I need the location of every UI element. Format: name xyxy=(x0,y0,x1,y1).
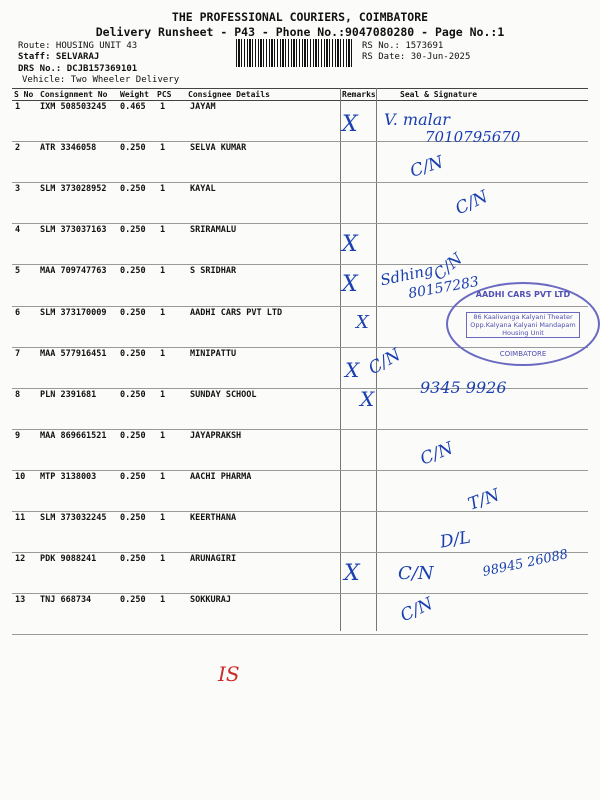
row-weight: 0.250 xyxy=(120,225,146,236)
row-sno: 9 xyxy=(15,430,21,441)
row-pcs: 1 xyxy=(160,595,166,606)
row-pcs: 1 xyxy=(160,102,166,112)
row-consignee: AADHI CARS PVT LTD xyxy=(190,307,283,318)
row-divider xyxy=(12,634,588,635)
row-sno: 6 xyxy=(15,307,21,318)
col-header-sno: S No xyxy=(14,90,34,99)
col-header-weight: Weight xyxy=(120,90,149,99)
col-header-pcs: PCS xyxy=(157,90,172,99)
row-divider xyxy=(12,264,588,265)
row-weight: 0.465 xyxy=(120,102,146,112)
row-pcs: 1 xyxy=(160,307,166,318)
signature-5-phone: 80157283 xyxy=(407,273,481,303)
col-header-remarks: Remarks xyxy=(342,90,376,99)
row-consignment-no: TNJ 668734 xyxy=(40,595,92,606)
row-divider xyxy=(12,552,588,553)
row-sno: 12 xyxy=(15,554,26,565)
row-consignee: JAYAPRAKSH xyxy=(190,430,242,441)
remark-x-8: X xyxy=(360,387,375,411)
row-pcs: 1 xyxy=(160,266,166,277)
signature-5-sign: Sdhing xyxy=(378,260,435,290)
row-weight: 0.250 xyxy=(120,595,146,606)
row-pcs: 1 xyxy=(160,471,166,482)
remark-x-1: X xyxy=(342,112,358,137)
row-pcs: 1 xyxy=(160,513,166,523)
col-header-seal-signature: Seal & Signature xyxy=(400,90,478,99)
row-divider xyxy=(12,511,588,512)
remark-x-5: X xyxy=(342,272,358,297)
row-pcs: 1 xyxy=(160,348,166,359)
row-weight: 0.250 xyxy=(120,513,146,523)
row-sno: 2 xyxy=(15,143,21,154)
row-sno: 4 xyxy=(15,225,21,236)
row-sno: 7 xyxy=(15,348,21,359)
row-consignment-no: SLM 373170009 xyxy=(40,307,107,318)
row-consignment-no: SLM 373037163 xyxy=(40,225,107,236)
row-sno: 11 xyxy=(15,513,26,523)
stamp-address-line-1: 86 Kaalivanga Kalyani Theater xyxy=(473,313,573,321)
row-sno: 5 xyxy=(15,266,21,277)
row-pcs: 1 xyxy=(160,554,166,565)
row-consignment-no: IXM 508503245 xyxy=(40,102,107,112)
stamp-city: COIMBATORE xyxy=(499,350,547,358)
rs-date-label: RS Date: 30-Jun-2025 xyxy=(362,52,471,62)
remark-x-7: X xyxy=(345,358,360,382)
remark-x-4: X xyxy=(342,232,358,257)
signature-3-cn: C/N xyxy=(452,186,492,220)
row-weight: 0.250 xyxy=(120,348,146,359)
row-divider xyxy=(12,470,588,471)
row-pcs: 1 xyxy=(160,430,166,441)
row-sno: 3 xyxy=(15,184,21,195)
row-consignee: MINIPATTU xyxy=(190,348,237,359)
drs-label: DRS No.: DCJB157369101 xyxy=(18,64,138,74)
remarks-divider xyxy=(340,88,341,631)
signature-2-cn: C/N xyxy=(407,152,446,182)
signature-11-dl: D/L xyxy=(438,527,473,553)
stamp-address-line-3: Housing Unit xyxy=(502,329,544,337)
signature-9-cn: C/N xyxy=(417,438,457,470)
stamp-address-box xyxy=(466,312,580,338)
vehicle-label: Vehicle: Two Wheeler Delivery xyxy=(22,75,180,85)
signature-8-phone: 9345 9926 xyxy=(420,378,507,397)
table-header-border xyxy=(12,100,588,101)
signature-13-cn: C/N xyxy=(397,593,437,627)
signature-5-cn: C/N xyxy=(429,249,467,284)
signature-12-phone: 98945 26088 xyxy=(481,547,570,580)
row-consignee: ARUNAGIRI xyxy=(190,554,237,565)
row-consignment-no: MAA 577916451 xyxy=(40,348,107,359)
row-consignment-no: ATR 3346058 xyxy=(40,143,97,154)
signature-1-name: V. malar xyxy=(384,110,450,129)
row-pcs: 1 xyxy=(160,143,166,154)
col-header-consignment: Consignment No xyxy=(40,90,108,99)
row-weight: 0.250 xyxy=(120,184,146,195)
row-weight: 0.250 xyxy=(120,430,146,441)
row-weight: 0.250 xyxy=(120,389,146,400)
stamp-address-line-2: Opp.Kalyana Kalyani Mandapam xyxy=(470,321,576,329)
staff-label: Staff: SELVARAJ xyxy=(18,52,100,62)
stamp-company-name: AADHI CARS PVT LTD xyxy=(475,290,571,299)
company-stamp xyxy=(446,282,600,366)
barcode xyxy=(236,39,354,67)
row-sno: 10 xyxy=(15,471,26,482)
row-weight: 0.250 xyxy=(120,554,146,565)
signature-12-cn: C/N xyxy=(398,563,434,584)
row-weight: 0.250 xyxy=(120,307,146,318)
row-divider xyxy=(12,593,588,594)
report-subtitle: Delivery Runsheet - P43 - Phone No.:9047080280 - Page No.:1 xyxy=(95,25,505,39)
row-weight: 0.250 xyxy=(120,471,146,482)
row-divider xyxy=(12,429,588,430)
row-sno: 1 xyxy=(15,102,21,112)
row-consignment-no: SLM 373028952 xyxy=(40,184,107,195)
row-consignee: S SRIDHAR xyxy=(190,266,237,277)
row-consignee: SUNDAY SCHOOL xyxy=(190,389,257,400)
row-consignee: AACHI PHARMA xyxy=(190,471,252,482)
row-divider xyxy=(12,182,588,183)
row-pcs: 1 xyxy=(160,225,166,236)
signature-1-phone: 7010795670 xyxy=(425,128,521,146)
row-consignee: KAYAL xyxy=(190,184,216,195)
col-header-consignee: Consignee Details xyxy=(188,90,270,99)
row-weight: 0.250 xyxy=(120,143,146,154)
row-consignment-no: PLN 2391681 xyxy=(40,389,97,400)
rs-no-label: RS No.: 1573691 xyxy=(362,41,444,51)
row-consignment-no: SLM 373032245 xyxy=(40,513,107,523)
table-top-border xyxy=(12,88,588,89)
row-consignment-no: MAA 709747763 xyxy=(40,266,107,277)
route-label: Route: HOUSING UNIT 43 xyxy=(18,41,138,51)
row-pcs: 1 xyxy=(160,184,166,195)
row-sno: 8 xyxy=(15,389,21,400)
red-handwritten-mark: IS xyxy=(218,662,240,686)
report-title: THE PROFESSIONAL COURIERS, COIMBATORE xyxy=(171,10,429,24)
row-consignment-no: MAA 869661521 xyxy=(40,430,107,441)
row-consignee: SRIRAMALU xyxy=(190,225,237,236)
row-divider xyxy=(12,223,588,224)
row-weight: 0.250 xyxy=(120,266,146,277)
row-consignment-no: MTP 3138003 xyxy=(40,471,97,482)
row-consignee: KEERTHANA xyxy=(190,513,237,523)
row-pcs: 1 xyxy=(160,389,166,400)
row-consignment-no: PDK 9088241 xyxy=(40,554,97,565)
remark-x-12: X xyxy=(344,561,360,586)
row-consignee: JAYAM xyxy=(190,102,216,112)
row-consignee: SELVA KUMAR xyxy=(190,143,247,154)
row-sno: 13 xyxy=(15,595,26,606)
signature-7-cn: C/N xyxy=(365,344,405,380)
row-consignee: SOKKURAJ xyxy=(190,595,231,606)
remark-x-6: X xyxy=(356,312,369,333)
signature-10-tn: T/N xyxy=(465,485,503,515)
